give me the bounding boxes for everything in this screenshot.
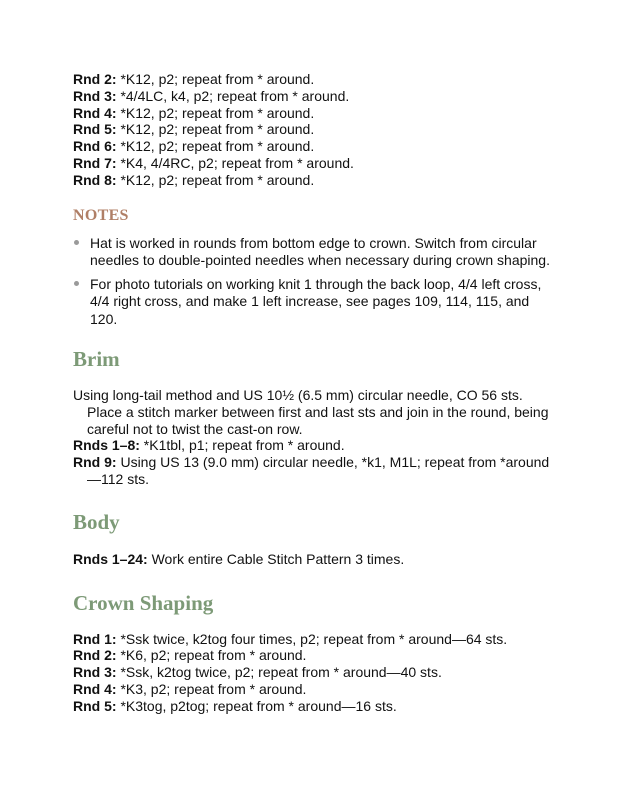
brim-heading: Brim [73,347,120,372]
pattern-row: Rnd 2: *K6, p2; repeat from * around. [73,647,307,664]
pattern-row: Rnd 2: *K12, p2; repeat from * around. [73,71,315,87]
notes-list [73,235,558,329]
pattern-row: Rnds 1–8: *K1tbl, p1; repeat from * around. [73,437,345,454]
pattern-row: Rnd 6: *K12, p2; repeat from * around. [73,138,315,155]
bullet-icon [74,281,79,286]
pattern-row: Rnd 3: *4/4LC, k4, p2; repeat from * around. [73,87,350,104]
pattern-row: Rnd 4: *K12, p2; repeat from * around. [73,104,315,121]
note-item: Hat is worked in rounds from bottom edge to crown. Switch from circular needles to double-pointed needles when necessary during crown shaping. [73,235,558,270]
pattern-row: Rnd 3: *Ssk, k2tog twice, p2; repeat from * around—40 sts. [73,664,442,681]
cable-pattern-rows [73,71,558,189]
notes-heading: NOTES [73,206,129,224]
pattern-row: Rnd 9: Using US 13 (9.0 mm) circular needle, *k1, M1L; repeat from *around—112 sts. [73,454,550,488]
crown-shaping-heading: Crown Shaping [73,590,214,615]
note-item: For photo tutorials on working knit 1 through the back loop, 4/4 left cross, 4/4 right cross, and make 1 left increase, see pages 109, 114, 115, and 120. [73,276,558,329]
pattern-row: Rnd 5: *K12, p2; repeat from * around. [73,121,315,138]
pattern-row: Rnd 5: *K3tog, p2tog; repeat from * around—16 sts. [73,697,397,714]
pattern-row: Rnd 7: *K4, 4/4RC, p2; repeat from * around. [73,154,354,171]
pattern-row: Rnd 8: *K12, p2; repeat from * around. [73,171,315,188]
body-heading: Body [73,509,120,534]
brim-intro: Using long-tail method and US 10½ (6.5 mm) circular needle, CO 56 sts. Place a stitch marker between first and last sts and join in the round, being careful not to twist the cast-on row. [73,387,549,437]
pattern-row: Rnds 1–24: Work entire Cable Stitch Pattern 3 times. [73,550,405,567]
crown-shaping-rows [73,631,558,715]
bullet-icon [74,240,79,245]
pattern-row: Rnd 4: *K3, p2; repeat from * around. [73,681,307,698]
pattern-row: Rnd 1: *Ssk twice, k2tog four times, p2; repeat from * around—64 sts. [73,630,508,647]
